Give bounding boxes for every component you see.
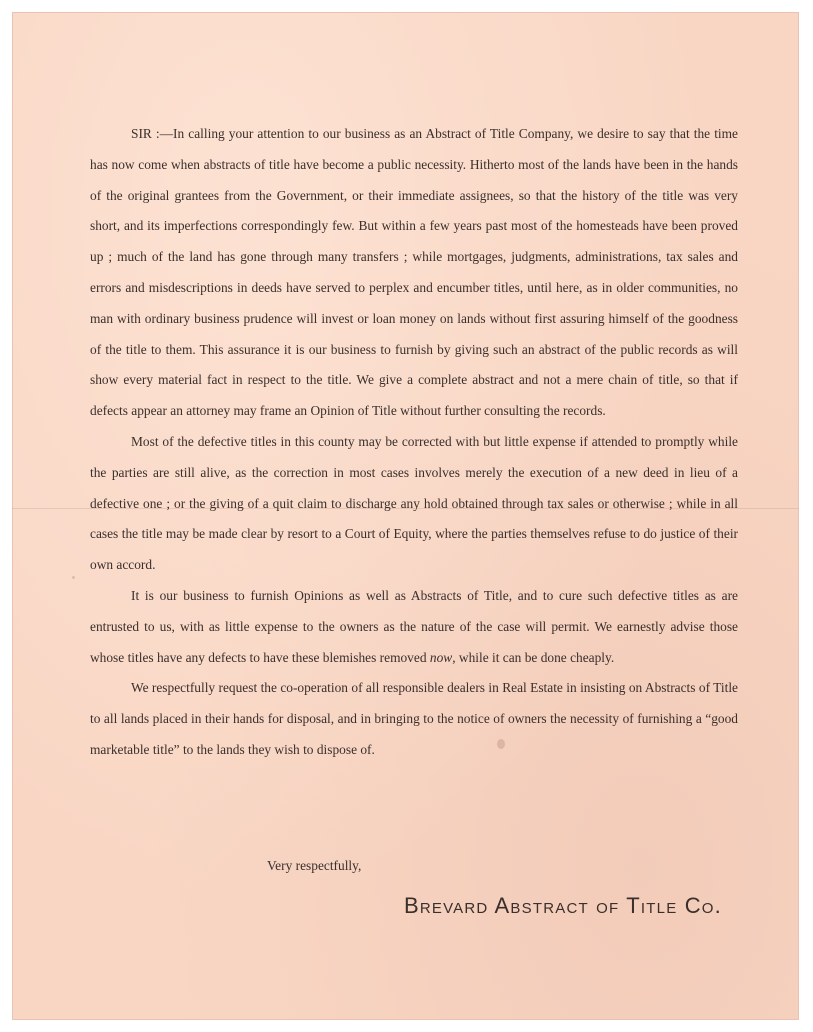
letter-sheet xyxy=(12,12,799,1020)
paragraph-defective-titles: Most of the defective titles in this county may be corrected with but little expense if attended to promptly while the parties are still alive, as the correction in most cases involves merely the execution of a new deed in lieu of a defective one ; or the giving of a quit claim to discharge any hold obtained through tax sales or otherwise ; while in all cases the title may be made clear by resort to a Court of Equity, where the parties themselves refuse to do justice of their own accord. xyxy=(90,433,738,573)
closing-salutation: Very respectfully, xyxy=(267,858,362,873)
paper-speck xyxy=(72,576,75,579)
paragraph-opinions-text-end: , while it can be done cheaply. xyxy=(452,649,615,665)
paragraph-opinions-text-start: It is our business to furnish Opinions as well as Abstracts of Title, and to cure such defective titles as are entrusted to us, with as little expense to the owners as the nature of the case will permit. We earnestly advise those whose titles have any defects to have these blemishes removed xyxy=(90,587,738,665)
paragraph-intro: SIR :—In calling your attention to our business as an Abstract of Title Company, we desire to say that the time has now come when abstracts of title have become a public necessity. Hitherto most of the lands have been in the hands of the original grantees from the Government, or their immediate assignees, so that the history of the title was very short, and its imperfections correspondingly few. But within a few years past most of the homesteads have been proved up ; much of the land has gone through many transfers ; while mortgages, judgments, administrations, tax sales and errors and misdescriptions in deeds have served to perplex and encumber titles, until here, as in older communities, no man with ordinary business prudence will invest or loan money on lands without first assuring himself of the goodness of the title to them. This assurance it is our business to furnish by giving such an abstract of the public records as will show every material fact in respect to the title. We give a complete abstract and not a mere chain of title, so that if defects appear an attorney may frame an Opinion of Title without further consulting the records. xyxy=(90,126,738,419)
emphasis-now: now xyxy=(429,649,453,665)
paragraph-request: We respectfully request the co-operation of all responsible dealers in Real Estate in insisting on Abstracts of Title to all lands placed in their hands for disposal, and in bringing to the notice of owners the necessity of furnishing a “good marketable title” to the lands they wish to dispose of. xyxy=(90,680,738,757)
paragraph-opinions xyxy=(90,581,738,673)
letter-body xyxy=(90,119,738,766)
company-signature: Brevard Abstract of Title Co. xyxy=(403,893,722,918)
